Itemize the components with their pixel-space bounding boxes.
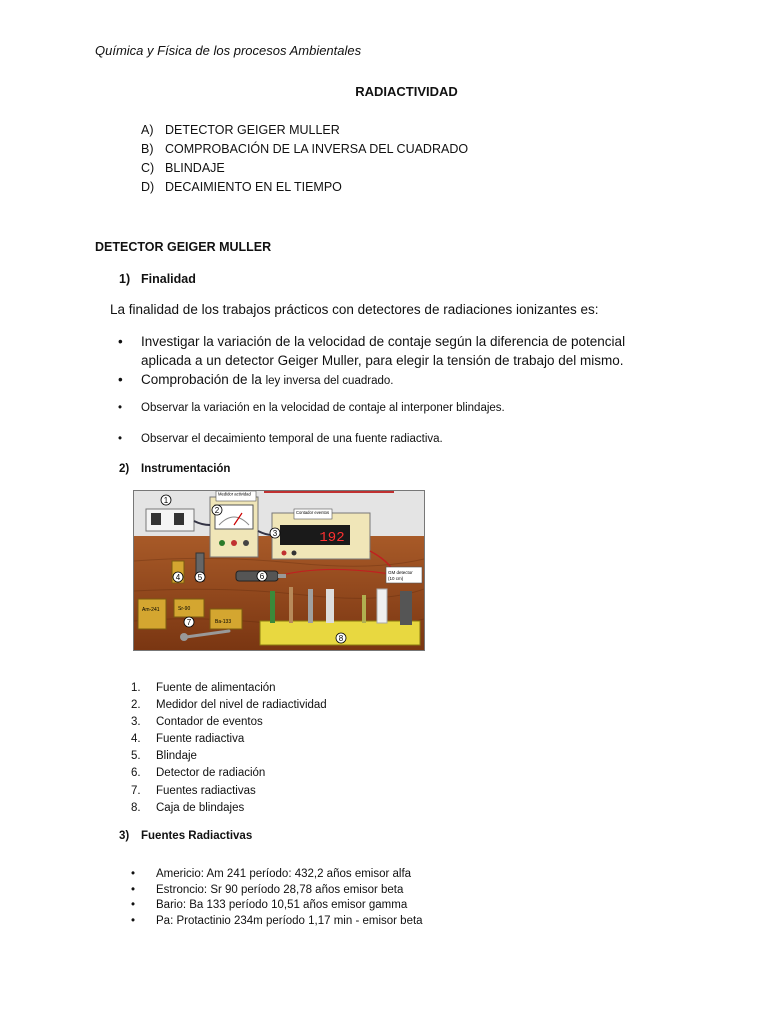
label-am241: Am-241	[142, 607, 160, 613]
counter-display: 192	[319, 530, 345, 546]
list-item	[131, 800, 327, 817]
item-number: 7.	[131, 784, 141, 797]
lab-setup-illustration	[134, 491, 424, 650]
list-item: • Pa: Protactinio 234m período 1,17 min - emisor beta	[131, 914, 423, 930]
item-number: 1.	[131, 682, 141, 694]
list-item	[131, 783, 327, 800]
instrument-list	[131, 680, 327, 817]
marker-5: 5	[197, 573, 203, 582]
heading-number: 1)	[119, 272, 131, 286]
item-number: 6.	[131, 767, 141, 780]
list-item	[131, 680, 327, 697]
label-ba133: Ba-133	[215, 619, 232, 625]
item-number: 4.	[131, 733, 141, 746]
marker-3: 3	[272, 529, 278, 538]
toc-text: DETECTOR GEIGER MULLER	[165, 123, 340, 137]
item-number: 2.	[131, 699, 141, 712]
bullet-item	[118, 371, 393, 390]
heading-number: 3)	[119, 830, 130, 842]
marker-7: 7	[186, 618, 192, 627]
list-item: • Americio: Am 241 período: 432,2 años emisor alfa	[131, 867, 423, 883]
item-text: Blindaje	[156, 750, 197, 763]
toc-item	[141, 178, 468, 197]
bullet-list	[118, 333, 678, 370]
toc-text: DECAIMIENTO EN EL TIEMPO	[165, 180, 342, 194]
bullet-item: • Investigar la variación de la velocidad de contaje según la diferencia de potencial aplicada a un detector Geiger Muller, para elegir la tensión de trabajo del mismo.	[118, 333, 678, 370]
item-text: Fuente de alimentación	[156, 682, 276, 694]
toc-item	[141, 159, 468, 178]
toc-text: COMPROBACIÓN DE LA INVERSA DEL CUADRADO	[165, 142, 469, 156]
marker-2: 2	[214, 506, 220, 515]
toc-letter: D)	[141, 180, 155, 194]
heading-number: 2)	[119, 463, 130, 475]
heading-text: Fuentes Radiactivas	[141, 830, 253, 842]
table-of-contents	[141, 121, 468, 197]
sources-list	[131, 867, 423, 929]
heading-finalidad	[119, 272, 196, 286]
item-text: Contador de eventos	[156, 716, 263, 729]
list-item	[131, 748, 327, 765]
page-title: RADIACTIVIDAD	[355, 84, 458, 99]
label-sr90: Sr-90	[178, 606, 191, 612]
toc-item	[141, 121, 468, 140]
marker-8: 8	[338, 634, 344, 643]
item-text: Medidor del nivel de radiactividad	[156, 699, 327, 712]
bullet-list	[118, 433, 443, 445]
list-item	[131, 731, 327, 748]
item-text: Fuentes radiactivas	[156, 784, 256, 797]
toc-letter: B)	[141, 142, 154, 156]
page-header: Química y Física de los procesos Ambientales	[95, 43, 362, 58]
heading-instrumentacion	[119, 463, 230, 475]
heading-text: Instrumentación	[141, 463, 231, 475]
list-item: • Estroncio: Sr 90 período 28,78 años emisor beta	[131, 883, 423, 899]
marker-4: 4	[175, 573, 181, 582]
item-text: Caja de blindajes	[156, 801, 245, 814]
section-title: DETECTOR GEIGER MULLER	[95, 240, 272, 254]
item-number: 5.	[131, 750, 141, 763]
bullet-text-small: ley inversa del cuadrado.	[265, 375, 394, 387]
toc-letter: C)	[141, 161, 155, 175]
toc-letter: A)	[141, 123, 154, 137]
label-gm-sub: (10 cm)	[388, 576, 404, 581]
label-contador: Contador eventos	[296, 510, 330, 515]
marker-6: 6	[259, 572, 265, 581]
heading-fuentes	[119, 830, 252, 842]
bullet-item: • Observar la variación en la velocidad de contaje al interponer blindajes.	[118, 402, 505, 414]
toc-item	[141, 140, 468, 159]
list-item: • Bario: Ba 133 período 10,51 años emisor gamma	[131, 898, 423, 914]
label-gm: GM detector	[388, 570, 413, 575]
heading-text: Finalidad	[141, 272, 196, 286]
list-item	[131, 714, 327, 731]
bullet-list	[118, 402, 505, 414]
instrument-figure	[133, 490, 425, 651]
item-text: Detector de radiación	[156, 767, 266, 780]
toc-text: BLINDAJE	[165, 161, 225, 175]
marker-1: 1	[163, 496, 169, 505]
bullet-list	[118, 371, 393, 390]
item-number: 3.	[131, 716, 141, 729]
list-item	[131, 697, 327, 714]
bullet-item: • Observar el decaimiento temporal de una fuente radiactiva.	[118, 433, 443, 445]
list-item	[131, 765, 327, 782]
intro-paragraph: La finalidad de los trabajos prácticos con detectores de radiaciones ionizantes es:	[110, 302, 599, 317]
item-number: 8.	[131, 801, 141, 814]
item-text: Fuente radiactiva	[156, 733, 245, 746]
bullet-text: Comprobación de la	[141, 372, 262, 387]
label-medidor: Medidor actividad	[218, 491, 251, 497]
